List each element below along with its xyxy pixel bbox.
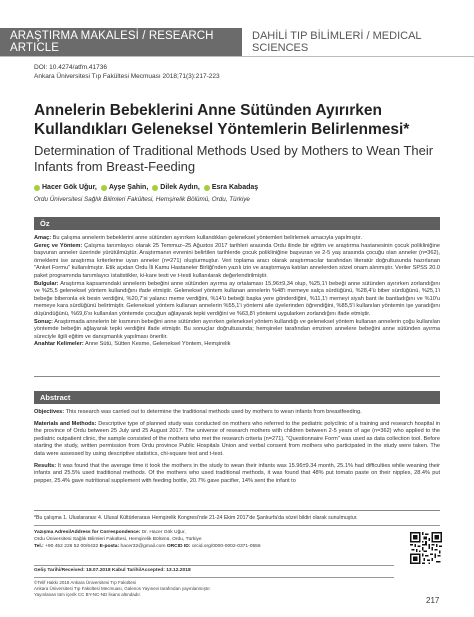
correspondence-phone: +90 452 226 52 00/6432 — [45, 544, 99, 549]
abstract-results: Results: It was found that the average time it took the mothers in the study to wean their infants was 15.96±9.34 month, 25.1% had difficulties while weaning their infants and 25.5% used traditional methods. Of the mothers who used traditional methods, it was found that 48% put tomato paste on their nipples, 28.4% put pepper, 25.4% gave nutritional supplement with feeding bottle, 20.7% gave pacifier, 14% sent the infant to — [34, 462, 440, 484]
qr-code-icon[interactable] — [410, 532, 442, 564]
abstract-objectives: Objectives: This research was carried out to determine the traditional methods used by mothers to wean infants from breastfeeding. — [34, 409, 362, 415]
page-number: 217 — [426, 596, 440, 605]
author-name: Ayşe Şahin, — [108, 184, 149, 191]
section-label: DAHİLİ TIP BİLİMLERİ / MEDICAL SCIENCES — [252, 30, 422, 54]
oz-gerec-label: Gereç ve Yöntem: — [34, 242, 83, 249]
correspondence-block: Yazışma Adresi/Address for Correspondence: Dr. Hacer Gök Uğur, Ordu Üniversitesi Sağlık Bilimleri Fakültesi, Hemşirelik Bölümü, Ordu, Türkiye Tel.: +90 452 226 52 00/6432 E-posta: hacer32@gmail.com ORCID ID: orcid.org/0000-0002-0371-0556 — [34, 529, 394, 550]
header-bar — [0, 28, 474, 56]
divider — [34, 577, 394, 578]
author-name: Hacer Gök Uğur, — [42, 184, 97, 191]
copyright-block — [34, 580, 394, 599]
correspondence-address: Ordu Üniversitesi Sağlık Bilimleri Fakültesi, Hemşirelik Bölümü, Ordu, Türkiye — [34, 537, 202, 542]
orcid-icon[interactable] — [101, 185, 107, 191]
author-name: Dilek Aydın, — [160, 184, 200, 191]
divider — [34, 376, 440, 377]
copyright-line: Yayınlanan tüm içerik CC BY-NC-ND lisans altındadır. — [34, 592, 142, 598]
orcid-icon[interactable] — [204, 185, 210, 191]
article-type-label: ARAŞTIRMA MAKALESİ / RESEARCH ARTICLE — [0, 28, 242, 56]
oz-gerec: Gereç ve Yöntem: Çalışma tanımlayıcı olarak 25 Temmuz–25 Ağustos 2017 tarihleri arasında Ordu ilinde bir eğitim ve araştırma hastanesinin çocuk polikliniğine başvuran anneler üzerinde yürütülmüştür. Araştırmanın evrenini belirtilen tarihlerde çocuk polikliniğine başvuran ve 2-5 yaş arasında çocuğu olan anneler (n=362), örneklemi ise araştırma kriterlerine uyan anneler (n=271) oluşturmuştur. Veri toplama aracı olarak araştırmacılar tarafından literatür doğrultusunda hazırlanan "Anket Formu" kullanılmıştır. Etik açıdan Ordu İli Kamu Hastaneler Birliği'nden yazılı izin ve araştırmaya katılan annelerden sözel onam alınmıştır. Veriler SPSS 20.0 paket programında tanımlayıcı istatistikler, ki-kare testi ve t-testi kullanılarak değerlendirilmiştir. — [34, 242, 440, 279]
divider — [34, 565, 394, 566]
oz-amac: Amaç: Bu çalışma annelerin bebeklerini anne sütünden ayırırken kullandıkları geleneksel yöntemleri belirlemek amacıyla yapılmıştır. — [34, 235, 363, 241]
affiliation: Ordu Üniversitesi Sağlık Bilimleri Fakültesi, Hemşirelik Bölümü, Ordu, Türkiye — [34, 196, 250, 203]
abstract-materials-label: Materials and Methods: — [34, 420, 97, 427]
oz-keywords: Anahtar Kelimeler: Anne Sütü, Sütten Kesme, Geleneksel Yöntem, Hemşirelik — [34, 341, 231, 348]
divider — [34, 525, 440, 526]
received-accepted-dates: Geliş Tarihi/Received: 18.07.2018 Kabul Tarihi/Accepted: 13.12.2018 — [34, 568, 191, 573]
author-name: Esra Kabadaş — [211, 184, 259, 191]
doi: DOI: 10.4274/atfm.41736 — [34, 64, 107, 71]
abstract-materials: Materials and Methods: Descriptive type of planned study was conducted on mothers who referred to the pediatric polyclinic of a training and research hospital in the province of Ordu between 25 July and 25 August 2017. The universe of research mothers with children between 2-5 years of age (n=362) who applied to the pediatric outpatient clinic, the sample consisted of the mothers who met the research criteria (n=271). "Questionnaire Form" was used as data collection tool. Before starting the study, written permission from Ordu province Public Hospitals Union and verbal consent from mothers who participated in the study were taken. The data were assessed by using descriptive statistics, chi-square test and t-test. — [34, 420, 440, 457]
oz-heading: Öz — [34, 217, 440, 230]
correspondence-label: Yazışma Adresi/Address for Correspondence: — [34, 530, 141, 535]
abstract-objectives-label: Objectives: — [34, 409, 65, 415]
oz-sonuc: Sonuç: Araştırmada annelerin bir kısmının bebeğini anne sütünden ayırırken geleneksel yöntem kullandığı ve geleneksel yöntem kullanan annelerin çoğu kullanılan yöntemde bebeğin ağlayarak tepki verdiğini ifade etmiştir. Bu sonuçlar doğrultusunda; hemşireler tarafından emziren annelere bebeğini anne sütünden ayırma süreciyle ilgili eğitim ve danışmanlık yapılması önerilir. — [34, 318, 440, 340]
abstract-results-label: Results: — [34, 462, 57, 469]
copyright-line: Ankara Üniversitesi Tıp Fakültesi Mecmuası, Galenos Yayınevi tarafından yayınlanmıştır. — [34, 586, 211, 592]
oz-body — [34, 235, 440, 349]
orcid-icon[interactable] — [152, 185, 158, 191]
oz-bulgular-label: Bulgular: — [34, 280, 59, 287]
correspondence-name: Dr. Hacer Gök Uğur, — [141, 530, 186, 535]
oz-sonuc-label: Sonuç: — [34, 318, 53, 325]
abstract-heading: Abstract — [34, 391, 440, 404]
title-turkish: Annelerin Bebeklerini Anne Sütünden Ayırırken Kullandıkları Geleneksel Yöntemlerin Belirlenmesi* — [34, 102, 410, 138]
abstract-body — [34, 409, 440, 485]
author-list — [34, 184, 258, 191]
journal-citation: Ankara Üniversitesi Tıp Fakültesi Mecmuası 2018;71(3):217-223 — [34, 73, 220, 80]
correspondence-orcid[interactable]: orcid.org/0000-0002-0371-0556 — [191, 544, 261, 549]
oz-amac-label: Amaç: — [34, 235, 52, 241]
oz-keywords-label: Anahtar Kelimeler: — [34, 341, 84, 348]
copyright-line: ©Telif Hakkı 2018 Ankara Üniversitesi Tıp Fakültesi — [34, 580, 137, 585]
correspondence-email[interactable]: hacer32@gmail.com — [120, 544, 166, 549]
footnote: *Bu çalışma 1. Uluslararası 4. Ulusal Kültürlerarası Hemşirelik Kongresi'nde 21-24 Ekim 2017'de Şanlıurfa'da sözel bildiri olarak sunulmuştur. — [34, 515, 358, 521]
header-divider — [0, 56, 474, 57]
divider — [34, 510, 440, 511]
doi-block — [34, 63, 220, 81]
title-english: Determination of Traditional Methods Used by Mothers to Wean Their Infants from Breast-Feeding — [34, 143, 434, 174]
oz-bulgular: Bulgular: Araştırma kapsamındaki annelerin bebeğini anne sütünden ayırma ay ortalaması 15,96±9,34 olup, %25,1'i bebeği anne sütünden ayırırken zorlandığını ve %25,5 geleneksel yöntem kullandığını ifade etmiştir. Geleneksel yöntem kullanan annelerin %48'i memeye salça sürdüğünü, %28,4'ü biber sürdüğünü, %25,1'i bebeğe biberonla ek besin verdiğini, %20,7'si yalancı meme verdiğini, %14'ü bebeği başka yere gönderdiğini, %11,1'i memeyi siyah bant ile bantladığını ve %10'u memeye kara sürdüğünü belirtmiştir. Geleneksel yöntem kullanan annelerin %55,1'i yöntemi aile üyelerinden öğrendiğini, %85,5'i kullanılan yöntemin işe yaradığını düşündüğünü, %69,6'sı kullanılan yöntemde çocuğun ağlayarak tepki verdiğini ve %63,8'i yöntemi uygularken zorlandığını ifade etmiştir. — [34, 280, 441, 317]
orcid-icon[interactable] — [34, 185, 40, 191]
